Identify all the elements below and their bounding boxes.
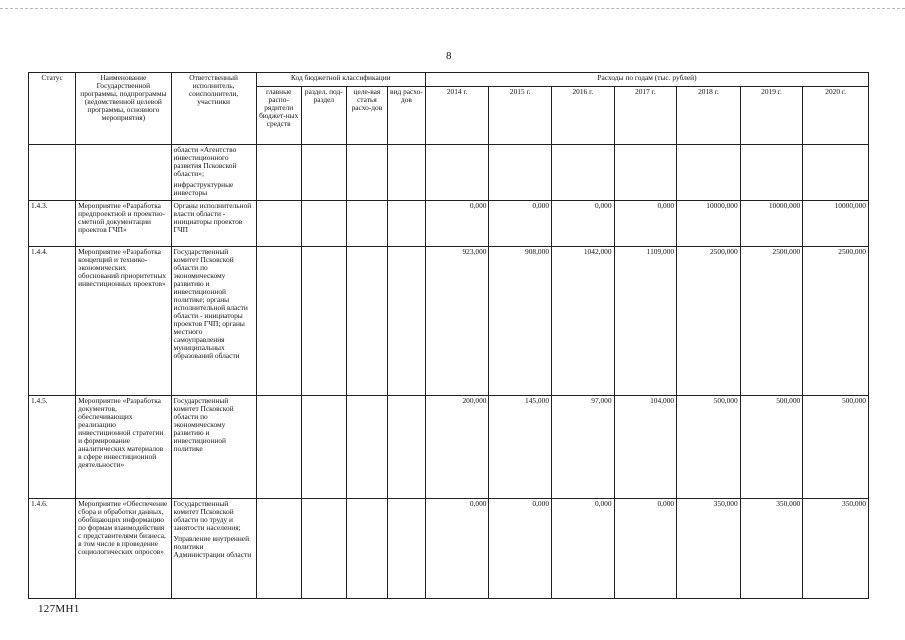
cell-value: 500,000 (677, 396, 741, 499)
cell-status: 1.4.3. (29, 201, 76, 247)
cell-name: Мероприятие «Разработка предпроектной и проектно-сметной документации проектов ГЧП» (76, 201, 171, 247)
header-expenses: Расходы по годам (тыс. рублей) (425, 73, 868, 87)
responsible-text: Управление внутренней политики Администрации области (173, 534, 252, 559)
header-budget-code: Код бюджетной классификации (256, 73, 425, 87)
cell-value: 97,000 (552, 396, 615, 499)
cell-value: 0,000 (614, 201, 677, 247)
table-row (29, 247, 869, 396)
cell-budget (301, 201, 346, 247)
cell-value: 2500,000 (803, 247, 869, 396)
responsible-text: Государственный комитет Псковской области по экономическому развитию и инвестиционной политике (173, 396, 234, 453)
cell-name: Мероприятие «Разработка концепций и технико-экономических обоснований приоритетных инвестиционных проектов» (76, 247, 171, 396)
scan-edge-line (0, 8, 905, 9)
responsible-text: Государственный комитет Псковской области по экономическому развитию и инвестиционной политике; органы исполнительной власти области - инициаторы проектов ГЧП; органы местного самоуправления муниципальных образований области (173, 247, 248, 360)
cell-value: 0,000 (489, 201, 552, 247)
expenses-table (28, 72, 869, 599)
cell-value: 350,000 (803, 499, 869, 599)
cell-budget (387, 396, 425, 499)
cell-budget (256, 201, 301, 247)
cell-value: 2500,000 (740, 247, 803, 396)
cell-value: 500,000 (740, 396, 803, 499)
cell-status (29, 145, 76, 201)
table-row (29, 396, 869, 499)
header-name: Наименование Государственной программы, подпрограммы (ведомственной целевой программы, основного мероприятия) (76, 73, 171, 145)
responsible-text: инфраструктурные инвесторы (173, 180, 234, 197)
cell-value: 10000,000 (803, 201, 869, 247)
cell-value: 104,000 (614, 396, 677, 499)
cell-responsible (171, 201, 256, 247)
header-status: Статус (29, 73, 76, 145)
cell-budget (346, 145, 387, 201)
cell-value: 908,000 (489, 247, 552, 396)
cell-status: 1.4.4. (29, 247, 76, 396)
cell-value: 0,000 (489, 499, 552, 599)
cell-budget (256, 145, 301, 201)
cell-responsible (171, 396, 256, 499)
cell-value: 500,000 (803, 396, 869, 499)
footer-code: 127МН1 (38, 603, 80, 615)
header-year: 2020 г. (803, 87, 869, 145)
cell-value (425, 145, 489, 201)
cell-budget (256, 247, 301, 396)
header-year: 2016 г. (552, 87, 615, 145)
cell-status: 1.4.5. (29, 396, 76, 499)
cell-budget (346, 396, 387, 499)
page-number: 8 (446, 50, 452, 62)
cell-budget (387, 145, 425, 201)
cell-value (552, 145, 615, 201)
cell-name (76, 145, 171, 201)
cell-status: 1.4.6. (29, 499, 76, 599)
table-row (29, 499, 869, 599)
cell-value: 10000,000 (677, 201, 741, 247)
cell-name: Мероприятие «Разработка документов, обеспечивающих реализацию инвестиционной стратегии и формирование аналитических материалов в сфере инвестиционной деятельности» (76, 396, 171, 499)
cell-budget (301, 396, 346, 499)
cell-value (740, 145, 803, 201)
cell-value: 10000,000 (740, 201, 803, 247)
header-budget-col: вид расхо-дов (387, 87, 425, 145)
cell-responsible (171, 247, 256, 396)
cell-budget (301, 145, 346, 201)
header-budget-col: раздел, под-раздел (301, 87, 346, 145)
cell-value: 1042,000 (552, 247, 615, 396)
cell-value (614, 145, 677, 201)
cell-value: 350,000 (740, 499, 803, 599)
cell-responsible (171, 145, 256, 201)
cell-budget (346, 247, 387, 396)
cell-value: 923,000 (425, 247, 489, 396)
cell-budget (387, 499, 425, 599)
cell-budget (301, 499, 346, 599)
responsible-text: Государственный комитет Псковской области по труду и занятости населения; (173, 499, 241, 532)
cell-value: 200,000 (425, 396, 489, 499)
cell-value (489, 145, 552, 201)
cell-value: 0,000 (552, 499, 615, 599)
header-responsible: Ответственный исполнитель, соисполнители, участники (171, 73, 256, 145)
table-row (29, 201, 869, 247)
cell-value (677, 145, 741, 201)
cell-budget (256, 396, 301, 499)
header-year: 2019 г. (740, 87, 803, 145)
cell-budget (256, 499, 301, 599)
cell-budget (301, 247, 346, 396)
cell-budget (346, 499, 387, 599)
cell-value: 0,000 (614, 499, 677, 599)
cell-budget (387, 201, 425, 247)
cell-responsible (171, 499, 256, 599)
header-year: 2017 г. (614, 87, 677, 145)
cell-value: 145,000 (489, 396, 552, 499)
responsible-text: Органы исполнительной власти области - инициаторы проектов ГЧП (173, 201, 252, 234)
cell-value (803, 145, 869, 201)
header-year: 2014 г. (425, 87, 489, 145)
cell-budget (346, 201, 387, 247)
cell-value: 0,000 (552, 201, 615, 247)
header-budget-col: целе-вая статья расхо-дов (346, 87, 387, 145)
header-budget-col: главные распо-рядители бюджет-ных средств (256, 87, 301, 145)
cell-budget (387, 247, 425, 396)
table-row (29, 145, 869, 201)
responsible-text: области «Агентство инвестиционного развития Псковской области»; (173, 145, 237, 178)
table-header (29, 73, 869, 145)
header-year: 2015 г. (489, 87, 552, 145)
cell-value: 350,000 (677, 499, 741, 599)
cell-value: 1109,000 (614, 247, 677, 396)
cell-value: 0,000 (425, 499, 489, 599)
header-year: 2018 г. (677, 87, 741, 145)
cell-value: 0,000 (425, 201, 489, 247)
cell-value: 2500,000 (677, 247, 741, 396)
cell-name: Мероприятие «Обеспечение сбора и обработки данных, обобщающих информацию по формам взаимодействия с представителями бизнеса, в том числе в проведение социологических опросов» (76, 499, 171, 599)
